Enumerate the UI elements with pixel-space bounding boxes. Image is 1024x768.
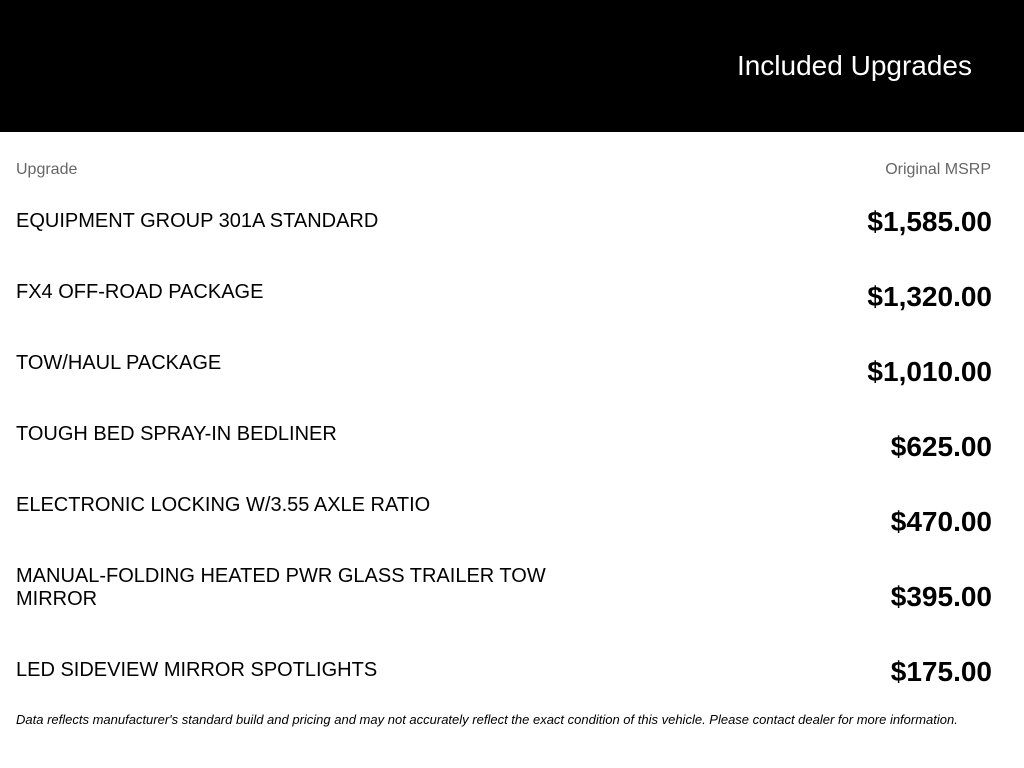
upgrade-price: $1,320.00 <box>867 281 992 312</box>
upgrade-name: ELECTRONIC LOCKING W/3.55 AXLE RATIO <box>16 494 431 516</box>
column-header-upgrade: Upgrade <box>16 161 78 178</box>
upgrade-price: $395.00 <box>890 581 992 612</box>
header-bar <box>0 0 1024 132</box>
upgrade-name: TOUGH BED SPRAY-IN BEDLINER <box>16 423 337 445</box>
upgrade-price: $175.00 <box>890 656 992 687</box>
upgrade-name: MANUAL-FOLDING HEATED PWR GLASS TRAILER TOW MIRROR <box>16 565 546 610</box>
upgrade-name: FX4 OFF-ROAD PACKAGE <box>16 281 264 303</box>
upgrade-price: $625.00 <box>890 431 992 462</box>
page-title: Included Upgrades <box>736 50 972 81</box>
upgrade-price: $1,010.00 <box>867 356 992 387</box>
upgrade-name: LED SIDEVIEW MIRROR SPOTLIGHTS <box>16 659 378 681</box>
upgrade-price: $1,585.00 <box>867 206 992 237</box>
upgrade-price: $470.00 <box>890 506 992 537</box>
upgrade-name: EQUIPMENT GROUP 301A STANDARD <box>16 210 379 232</box>
column-header-msrp: Original MSRP <box>885 161 991 178</box>
upgrade-name: TOW/HAUL PACKAGE <box>16 352 222 374</box>
disclaimer-text: Data reflects manufacturer's standard build and pricing and may not accurately reflect the exact condition of this vehicle. Please contact dealer for more information. <box>16 712 958 727</box>
